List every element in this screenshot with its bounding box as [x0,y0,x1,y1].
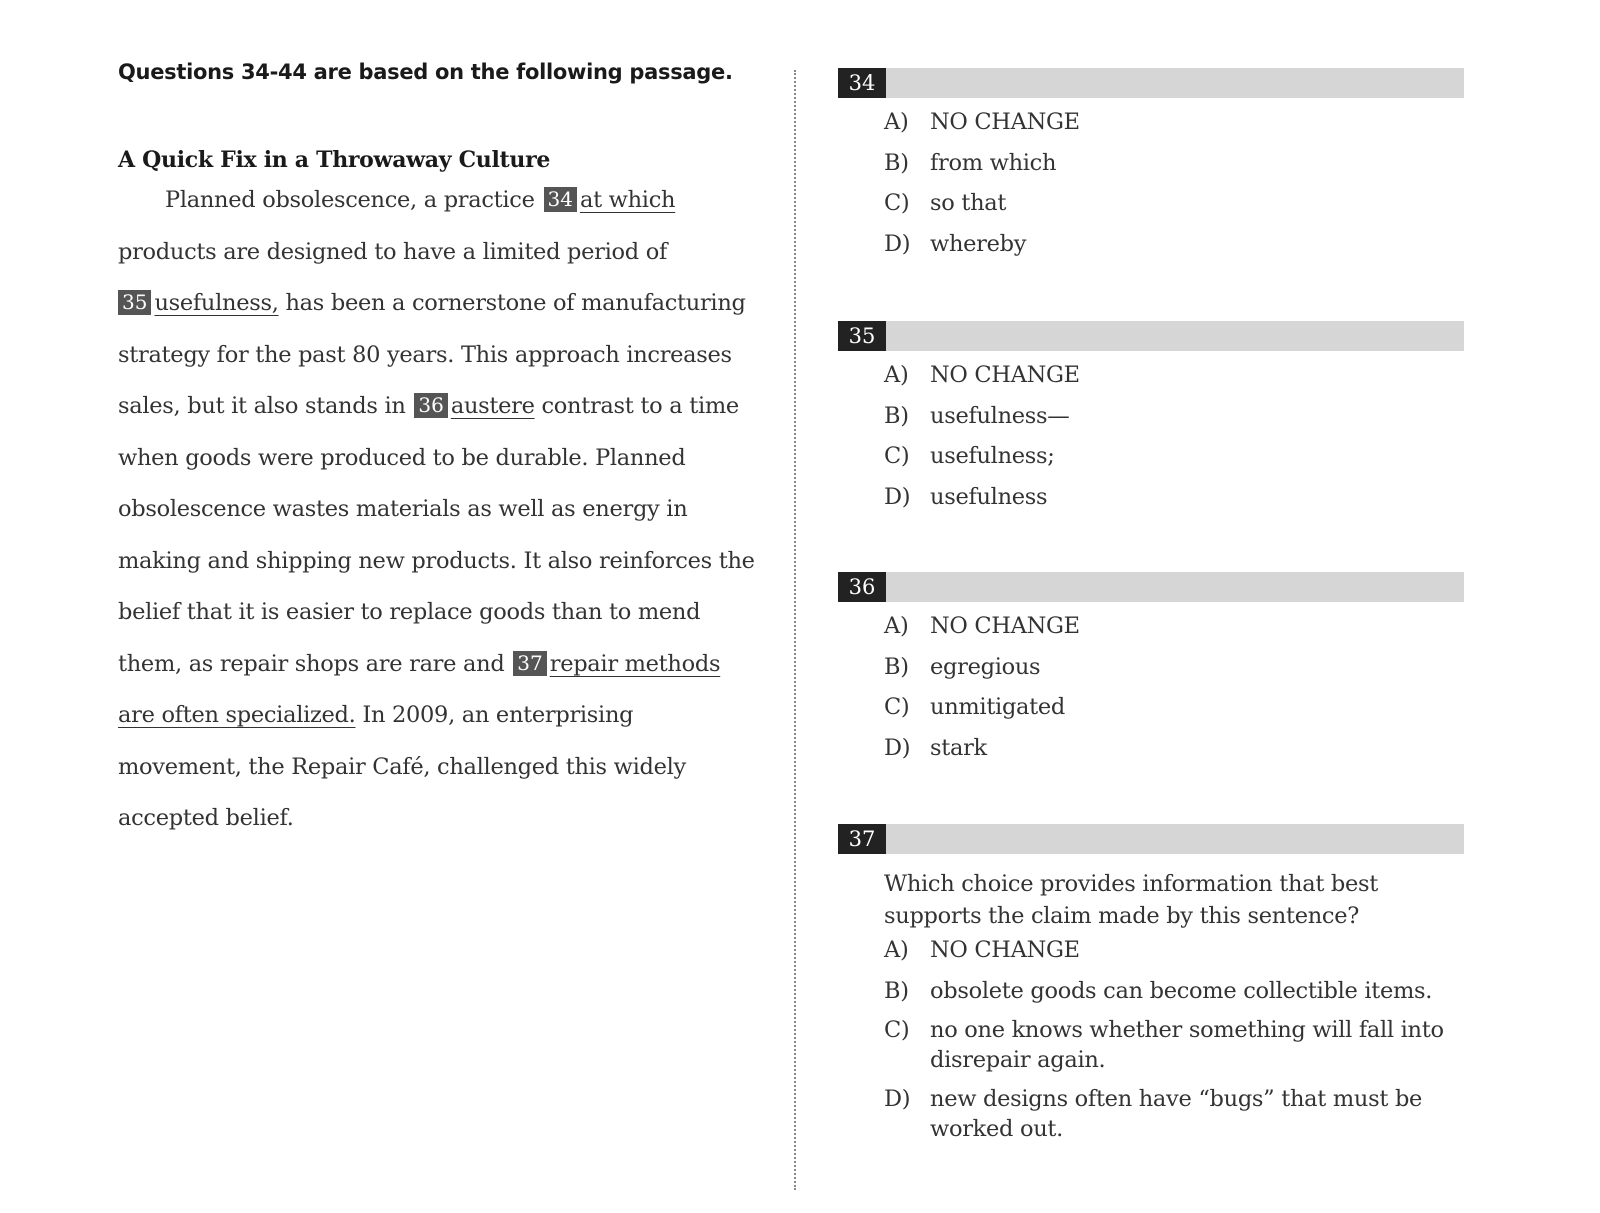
choice-b[interactable] [884,400,1464,432]
column-divider [794,70,796,1190]
underlined-phrase-35: usefulness, [154,290,279,316]
choice-letter: A) [884,613,909,639]
question-number: 37 [838,824,886,854]
question-marker-35[interactable]: 35 [118,290,151,315]
choice-d[interactable] [884,1084,1464,1144]
question-37 [838,824,1464,1152]
choice-letter: D) [884,230,911,257]
choice-text: new designs often have “bugs” that must be worked out. [930,1085,1423,1142]
question-marker-34[interactable]: 34 [544,187,577,212]
choice-text: from which [930,149,1057,176]
choice-text: no one knows whether something will fall into disrepair again. [930,1017,1444,1073]
choice-text: unmitigated [930,694,1066,720]
choice-text: usefulness— [930,402,1070,429]
question-header [838,824,1464,854]
passage-title: A Quick Fix in a Throwaway Culture [118,147,551,173]
choice-letter: B) [884,149,909,176]
choice-letter: D) [884,483,911,510]
choice-text: NO CHANGE [930,109,1080,135]
choice-c[interactable] [884,691,1464,723]
choice-letter: C) [884,190,910,216]
choice-letter: C) [884,1017,910,1043]
question-34 [838,68,1464,268]
passage-body [118,175,758,845]
passage-intro: Questions 34-44 are based on the following passage. [118,60,733,84]
choice-text: NO CHANGE [930,613,1080,639]
question-36 [838,572,1464,772]
passage-column [118,60,758,845]
choice-b[interactable] [884,147,1464,179]
choice-text: NO CHANGE [930,937,1080,963]
underlined-phrase-36: austere [450,393,535,419]
choice-letter: D) [884,1085,911,1112]
question-header [838,68,1464,98]
choice-text: usefulness [930,483,1048,510]
passage-text-4: contrast to a time when goods were produced to be durable. Planned obsolescence wastes materials as well as energy in making and shipping new products. It also reinforces the belief that it is easier to replace goods than to mend them, as repair shops are rare and [118,393,755,677]
choice-a[interactable] [884,359,1464,391]
choice-text: so that [930,190,1007,216]
question-number: 36 [838,572,886,602]
choice-letter: C) [884,443,910,469]
question-header [838,572,1464,602]
choice-d[interactable] [884,481,1464,513]
choice-letter: D) [884,734,911,761]
choice-a[interactable] [884,106,1464,138]
question-number: 34 [838,68,886,98]
choice-letter: B) [884,653,909,680]
question-number: 35 [838,321,886,351]
choice-letter: A) [884,109,909,135]
passage-text-1: Planned obsolescence, a practice [165,187,535,213]
choice-text: usefulness; [930,443,1055,469]
choice-c[interactable] [884,1015,1464,1075]
choice-letter: C) [884,694,910,720]
choice-letter: B) [884,402,909,429]
choice-letter: B) [884,977,909,1004]
choice-a[interactable] [884,934,1464,966]
underlined-phrase-34: at which [579,187,676,213]
choice-d[interactable] [884,732,1464,764]
choice-d[interactable] [884,228,1464,260]
choice-text: whereby [930,230,1027,257]
choice-b[interactable] [884,651,1464,683]
choice-text: egregious [930,653,1041,680]
choice-letter: A) [884,937,909,963]
underlined-phrase-37: repair methods are often specialized. [118,650,721,728]
passage-text-3: has been a cornerstone of manufacturing strategy for the past 80 years. This approach increases sales, but it also stands in [118,290,746,419]
choice-letter: A) [884,362,909,388]
choice-text: obsolete goods can become collectible items. [930,977,1433,1004]
question-prompt: Which choice provides information that best supports the claim made by this sentence? [884,871,1379,929]
question-header [838,321,1464,351]
choice-a[interactable] [884,610,1464,642]
choice-text: NO CHANGE [930,362,1080,388]
question-marker-37[interactable]: 37 [513,651,546,676]
passage-text-5: In 2009, an enterprising movement, the Repair Café, challenged this widely accepted belief. [118,702,686,831]
question-marker-36[interactable]: 36 [414,393,447,418]
question-35 [838,321,1464,521]
choice-b[interactable] [884,975,1464,1007]
passage-text-2: products are designed to have a limited period of [118,238,667,265]
choice-c[interactable] [884,440,1464,472]
choice-c[interactable] [884,187,1464,219]
choice-text: stark [930,734,987,761]
